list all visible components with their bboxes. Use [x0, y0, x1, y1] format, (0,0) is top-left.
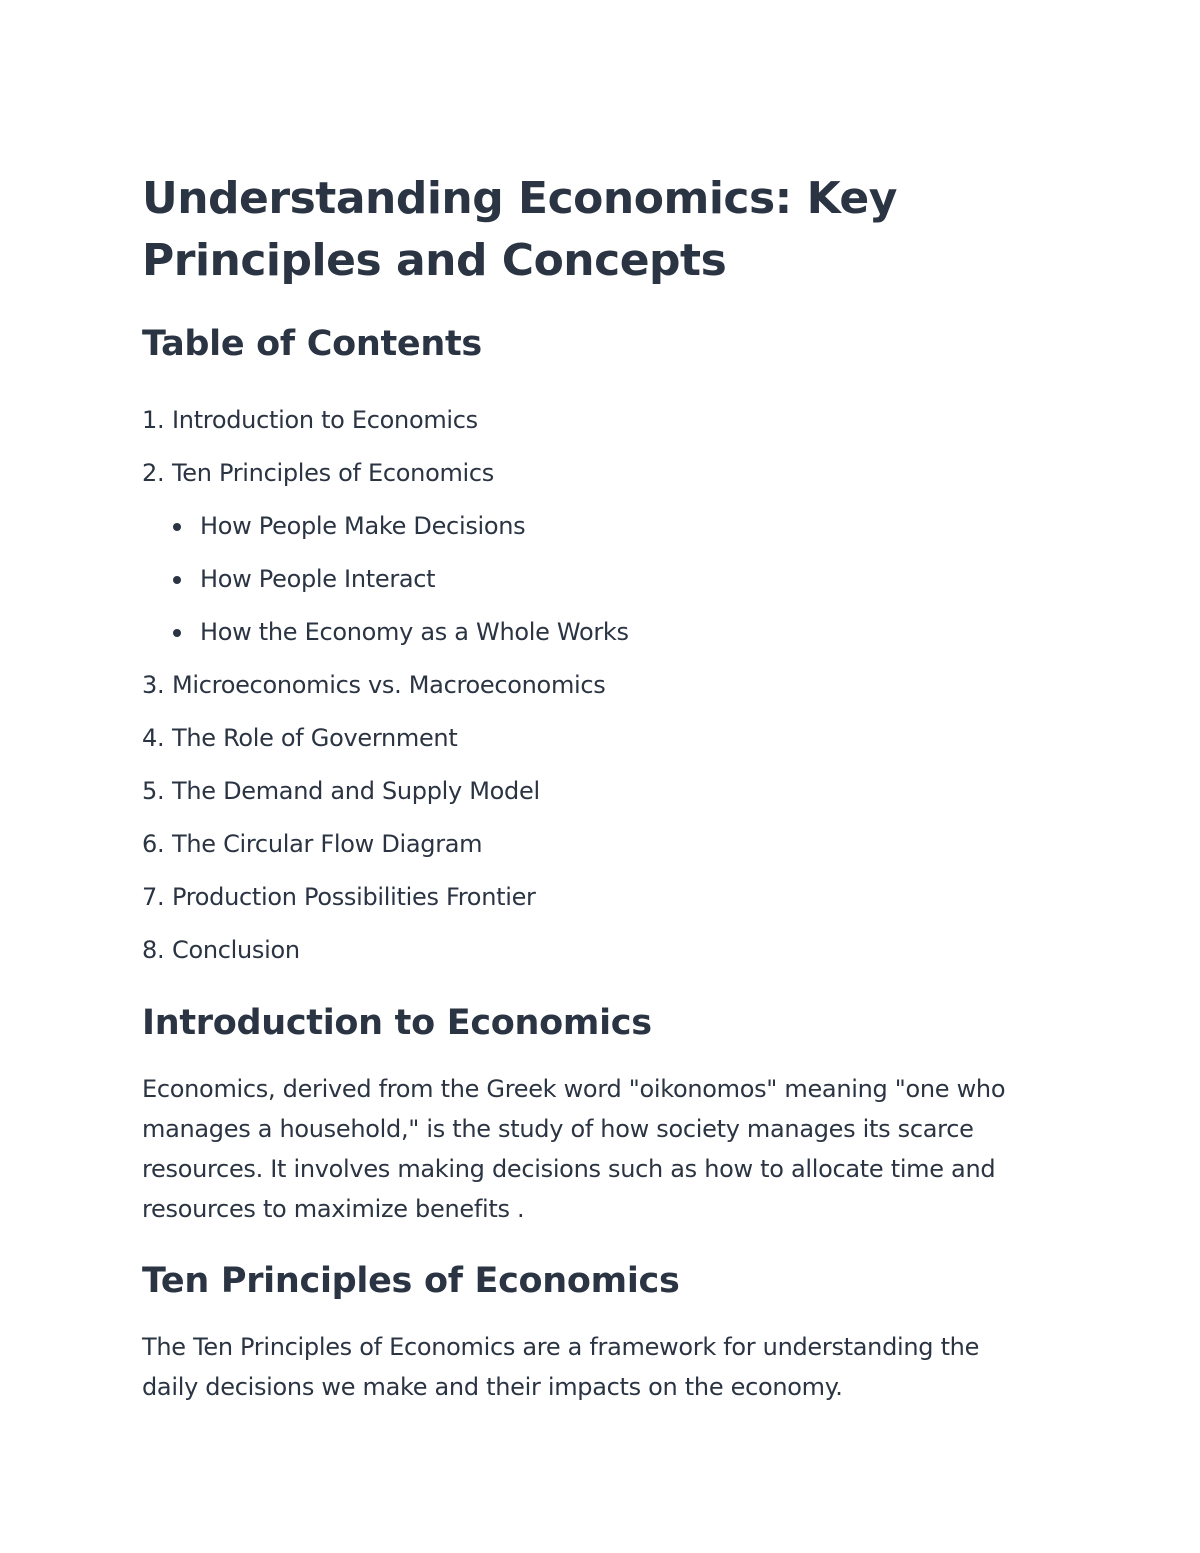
section-body-ten-principles: The Ten Principles of Economics are a framework for understanding the daily decisions we make and their impacts on the economy. — [142, 1333, 980, 1401]
toc-item-label: Production Possibilities Frontier — [172, 883, 536, 911]
toc-item-circular-flow[interactable] — [142, 818, 1042, 871]
toc-item-micro-macro[interactable] — [142, 659, 1042, 712]
toc-item-demand-supply[interactable] — [142, 765, 1042, 818]
toc-item-number: 8. — [142, 936, 165, 964]
toc-item-number: 7. — [142, 883, 165, 911]
bullet-icon — [173, 629, 181, 637]
toc-subitem-label: How the Economy as a Whole Works — [200, 618, 629, 646]
toc-item-label: The Demand and Supply Model — [172, 777, 540, 805]
toc-item-introduction[interactable] — [142, 394, 1042, 447]
toc-item-label: Conclusion — [172, 936, 300, 964]
toc-item-number: 6. — [142, 830, 165, 858]
table-of-contents — [142, 394, 1042, 977]
toc-subitem-label: How People Interact — [200, 565, 436, 593]
bullet-icon — [173, 523, 181, 531]
toc-heading: Table of Contents — [142, 324, 482, 364]
section-body-introduction: Economics, derived from the Greek word "oikonomos" meaning "one who manages a household," is the study of how society manages its scarce resources. It involves making decisions such as how to allocate time and resources to maximize benefits . — [142, 1075, 1006, 1223]
document-page — [142, 168, 1042, 1407]
toc-subitem-decisions[interactable] — [142, 500, 1042, 553]
section-heading-ten-principles: Ten Principles of Economics — [142, 1261, 680, 1301]
toc-item-ten-principles[interactable] — [142, 447, 1042, 500]
document-title: Understanding Economics: Key Principles and Concepts — [142, 173, 897, 286]
toc-item-label: Ten Principles of Economics — [172, 459, 494, 487]
toc-item-number: 2. — [142, 459, 165, 487]
toc-item-number: 5. — [142, 777, 165, 805]
toc-item-conclusion[interactable] — [142, 924, 1042, 977]
toc-subitem-label: How People Make Decisions — [200, 512, 526, 540]
bullet-icon — [173, 576, 181, 584]
toc-item-number: 3. — [142, 671, 165, 699]
toc-item-number: 4. — [142, 724, 165, 752]
toc-item-label: The Role of Government — [172, 724, 458, 752]
toc-item-government[interactable] — [142, 712, 1042, 765]
toc-item-label: Microeconomics vs. Macroeconomics — [172, 671, 606, 699]
toc-item-ppf[interactable] — [142, 871, 1042, 924]
toc-item-label: The Circular Flow Diagram — [172, 830, 483, 858]
toc-subitem-economy[interactable] — [142, 606, 1042, 659]
toc-item-number: 1. — [142, 406, 165, 434]
toc-subitem-interact[interactable] — [142, 553, 1042, 606]
toc-item-label: Introduction to Economics — [172, 406, 478, 434]
section-heading-introduction: Introduction to Economics — [142, 1003, 652, 1043]
